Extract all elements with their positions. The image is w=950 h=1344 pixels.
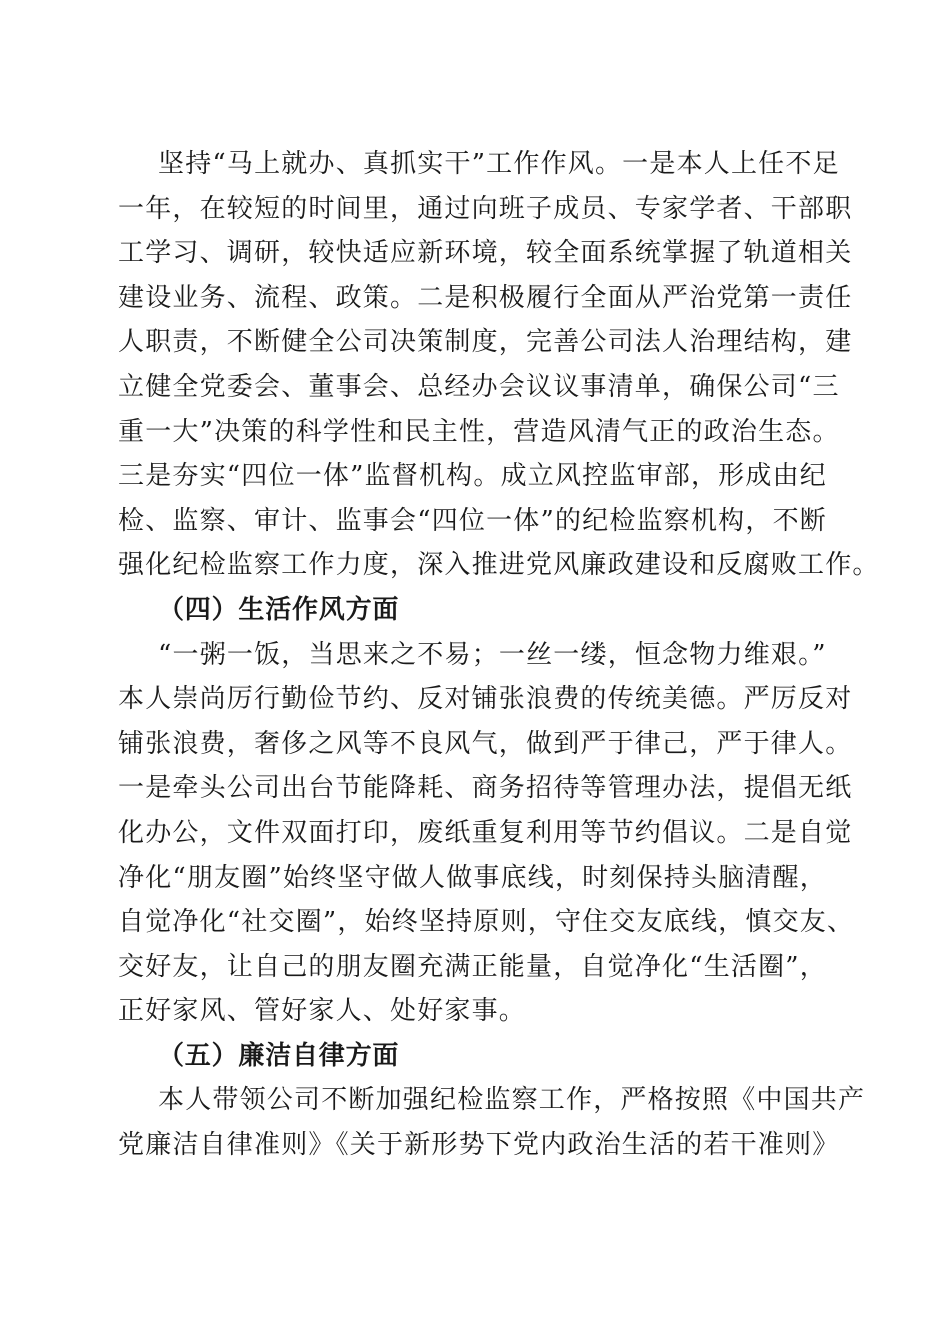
paragraph-line: 坚持“马上就办、真抓实干”工作作风。一是本人上任不足 xyxy=(158,149,840,179)
paragraph-line: 一是牵头公司出台节能降耗、商务招待等管理办法，提倡无纸 xyxy=(118,773,853,804)
section-heading-integrity: （五）廉洁自律方面 xyxy=(158,1040,400,1071)
paragraph-line: 三是夯实“四位一体”监督机构。成立风控监审部，形成由纪 xyxy=(118,461,827,492)
paragraph-line: 党廉洁自律准则》《关于新形势下党内政治生活的若干准则》 xyxy=(118,1130,840,1161)
paragraph-line: 化办公，文件双面打印，废纸重复利用等节约倡议。二是自觉 xyxy=(118,817,853,848)
document-body xyxy=(118,142,880,1168)
paragraph-line: 立健全党委会、董事会、总经办会议议事清单，确保公司“三 xyxy=(118,371,840,402)
paragraph-line: 强化纪检监察工作力度，深入推进党风廉政建设和反腐败工作。 xyxy=(118,550,880,581)
paragraph-line: 一年，在较短的时间里，通过向班子成员、专家学者、干部职 xyxy=(118,193,853,224)
paragraph-line: 本人带领公司不断加强纪检监察工作，严格按照《中国共产 xyxy=(158,1085,866,1116)
paragraph-line: 重一大”决策的科学性和民主性，营造风清气正的政治生态。 xyxy=(118,416,840,447)
section-heading-lifestyle: （四）生活作风方面 xyxy=(158,594,400,625)
paragraph-line: 检、监察、审计、监事会“四位一体”的纪检监察机构，不断 xyxy=(118,505,827,536)
paragraph-line: 正好家风、管好家人、处好家事。 xyxy=(118,996,527,1027)
paragraph-line: 自觉净化“社交圈”，始终坚持原则，守住交友底线，慎交友、 xyxy=(118,907,855,938)
paragraph-line: 交好友，让自己的朋友圈充满正能量，自觉净化“生活圈”， xyxy=(118,951,827,982)
paragraph-line: “一粥一饭，当思来之不易；一丝一缕，恒念物力维艰。” xyxy=(158,639,827,670)
paragraph-line: 本人崇尚厉行勤俭节约、反对铺张浪费的传统美德。严厉反对 xyxy=(118,684,853,715)
paragraph-line: 工学习、调研，较快适应新环境，较全面系统掌握了轨道相关 xyxy=(118,238,853,269)
paragraph-line: 铺张浪费，奢侈之风等不良风气，做到严于律己，严于律人。 xyxy=(118,728,853,759)
paragraph-line: 建设业务、流程、政策。二是积极履行全面从严治党第一责任 xyxy=(118,282,853,313)
paragraph-line: 人职责，不断健全公司决策制度，完善公司法人治理结构，建 xyxy=(118,327,853,358)
paragraph-line: 净化“朋友圈”始终坚守做人做事底线，时刻保持头脑清醒， xyxy=(118,862,827,893)
